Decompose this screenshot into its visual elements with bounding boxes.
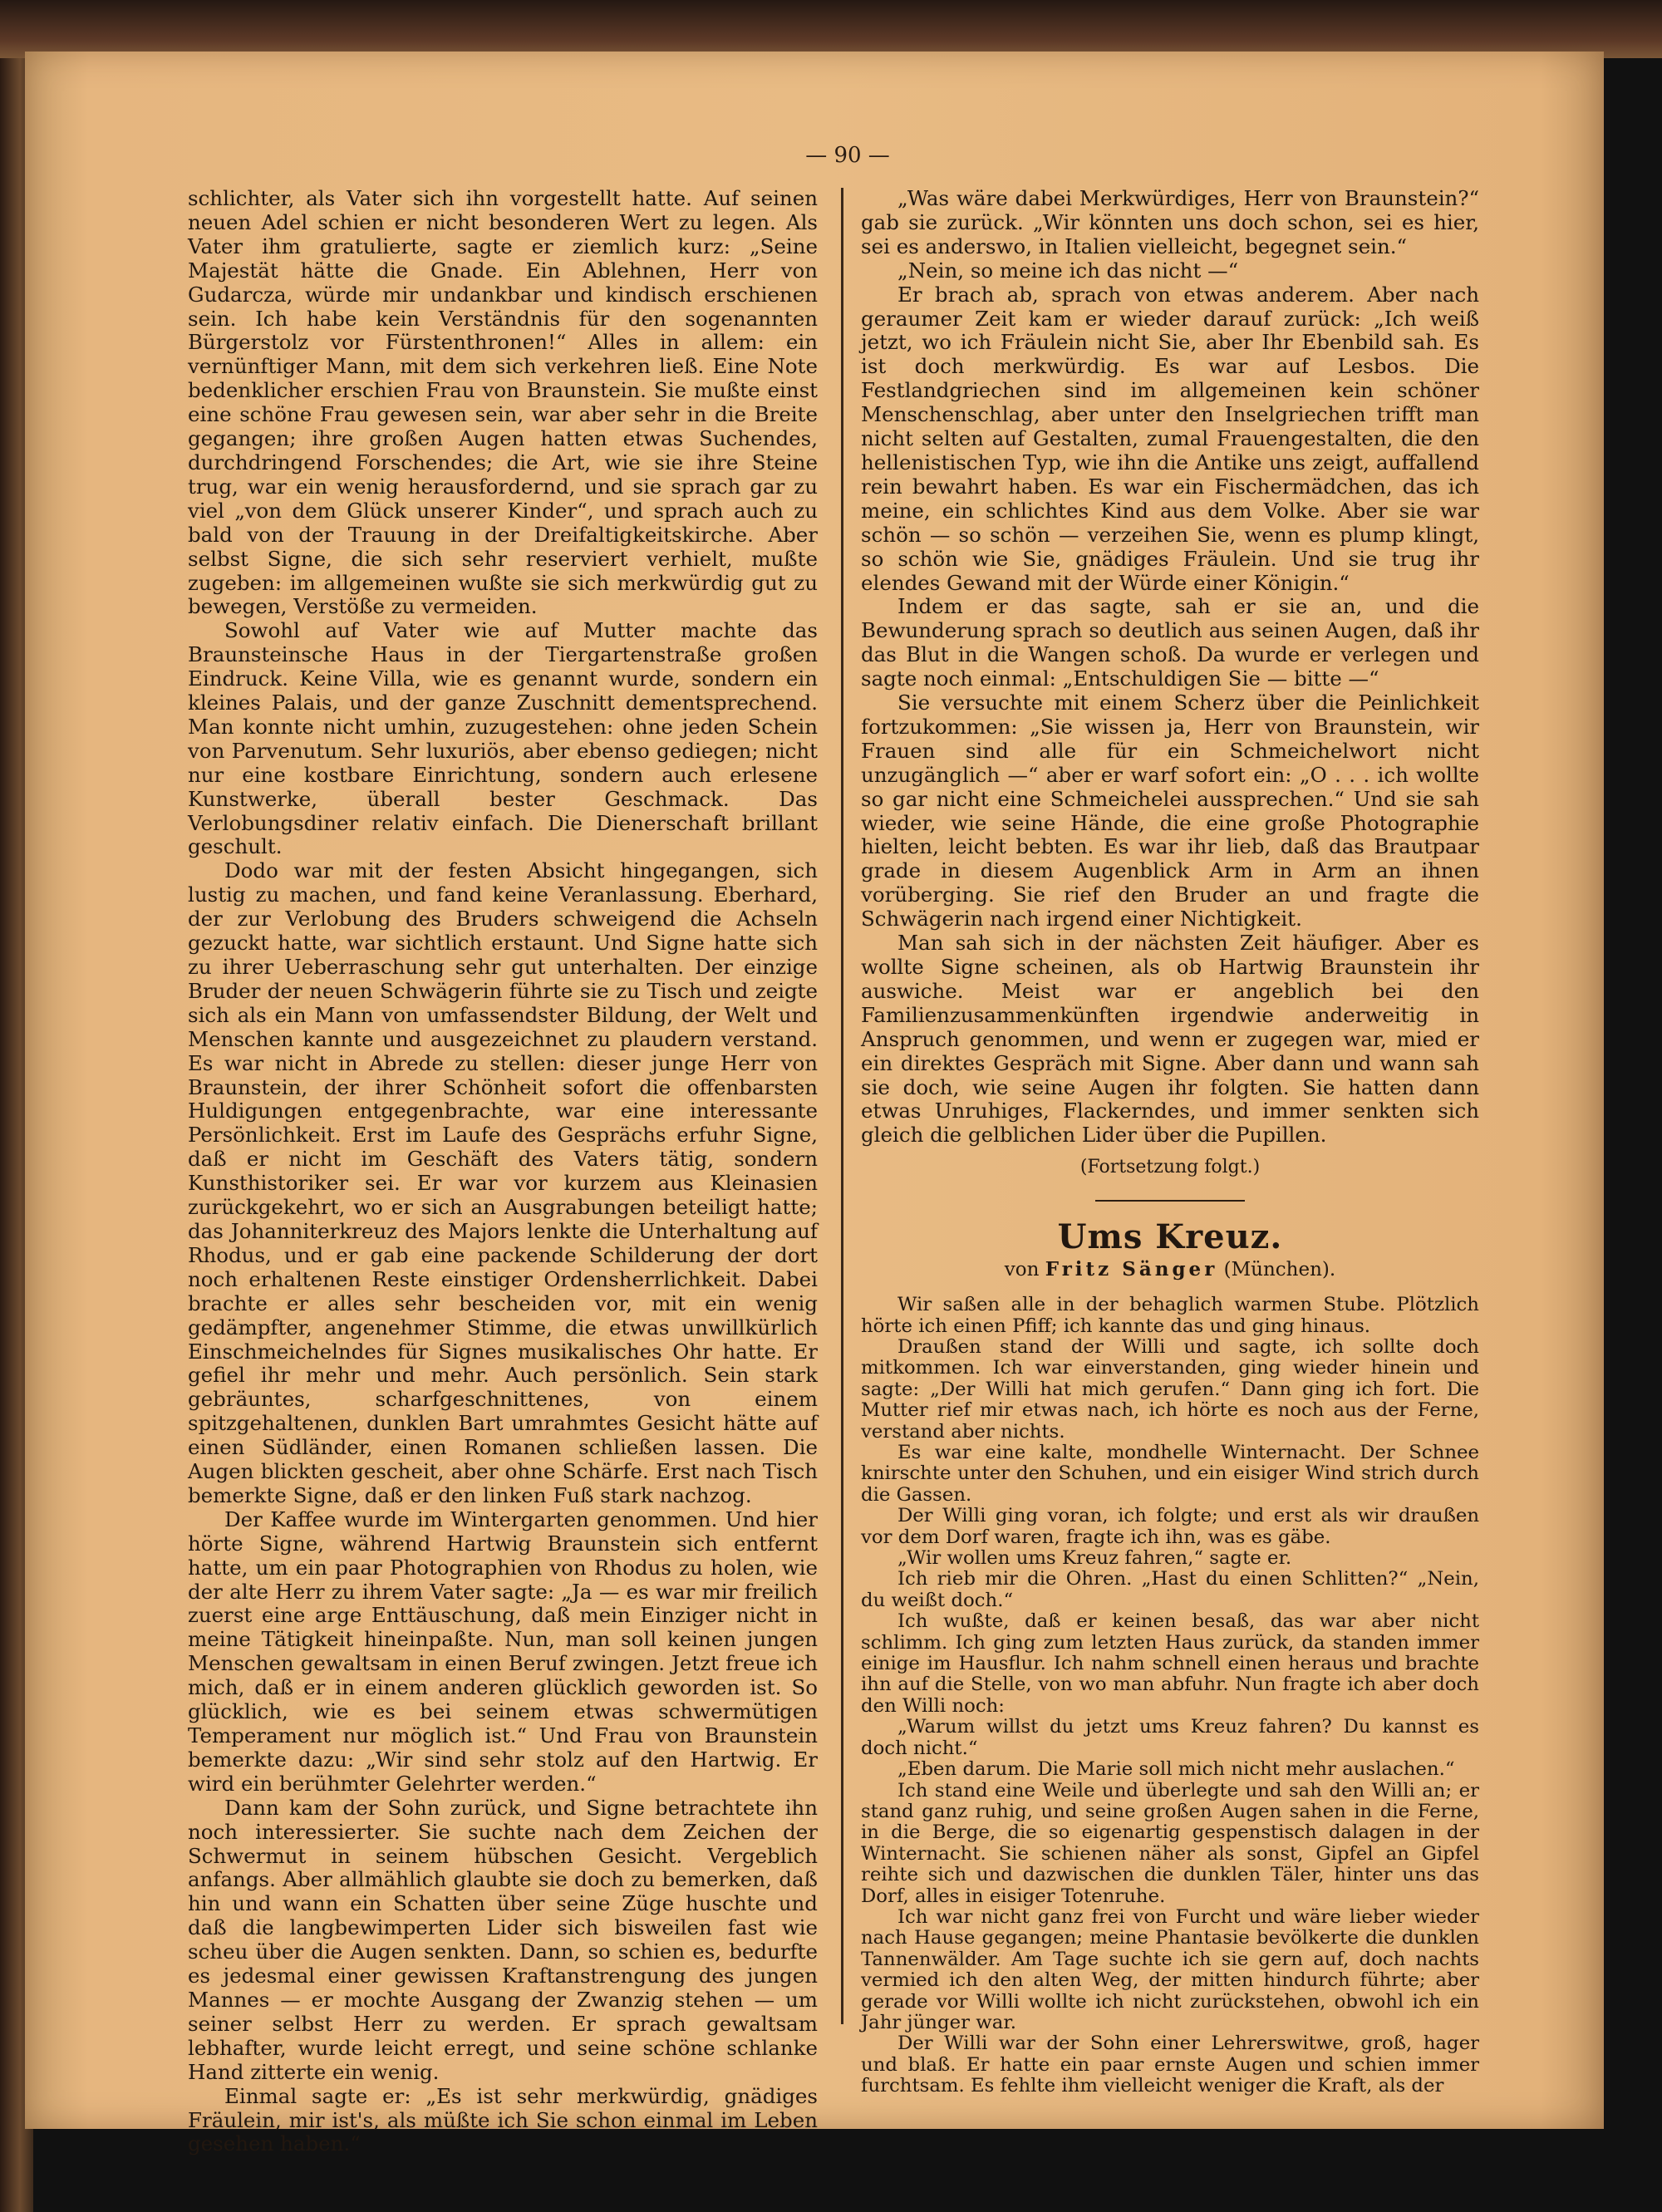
paragraph: Indem er das sagte, sah er sie an, und die Bewunderung sprach so deutlich aus seinen Augen, daß ihr das Blut in die Wangen schoß. Da wurde er verlegen und sagte noch einmal: „Entschuldigen Sie — bitte —“ [861,594,1479,691]
paragraph: Sowohl auf Vater wie auf Mutter machte das Braunsteinsche Haus in der Tiergartenstraße großen Eindruck. Keine Villa, wie es genannt wurde, sondern ein kleines Palais, und der ganze Zuschnitt dementsprechend. Man konnte nicht umhin, zuzugestehen: ohne jeden Schein von Parvenutum. Sehr luxuriös, aber ebenso gediegen; nicht nur eine kostbare Einrichtung, sondern auch erlesene Kunstwerke, überall bester Geschmack. Das Verlobungsdiner relativ einfach. Die Dienerschaft brillant geschult. [188,618,818,859]
paragraph: Wir saßen alle in der behaglich warmen Stube. Plötzlich hörte ich einen Pfiff; ich kannte das und ging hinaus. [861,1294,1479,1337]
story-title: Ums Kreuz. [1057,1217,1283,1257]
book-edge [0,0,1662,58]
paragraph: Ich rieb mir die Ohren. „Hast du einen Schlitten?“ „Nein, du weißt doch.“ [861,1568,1479,1611]
paragraph: Dodo war mit der festen Absicht hingegangen, sich lustig zu machen, und fand keine Veranlassung. Eberhard, der zur Verlobung des Bruders schweigend die Achseln gezuckt hatte, war sichtlich erstaunt. Und Signe hatte sich zu ihrer Ueberraschung sehr gut unterhalten. Der einzige Bruder der neuen Schwägerin führte sie zu Tisch und zeigte sich als ein Mann von umfassendster Bildung, der Welt und Menschen kannte und ausgezeichnet zu plaudern verstand. Es war nicht in Abrede zu stellen: dieser junge Herr von Braunstein, der ihrer Schönheit sofort die offenbarsten Huldigungen entgegenbrachte, war eine interessante Persönlichkeit. Erst im Laufe des Gesprächs erfuhr Signe, daß er nicht im Geschäft des Vaters tätig, sondern Kunsthistoriker sei. Er war vor kurzem aus Kleinasien zurückgekehrt, wo er sich an Ausgrabungen beteiligt hatte; das Johanniterkreuz des Majors lenkte die Unterhaltung auf Rhodus, und er gab eine packende Schilderung der dort noch erhaltenen Reste einstiger Ordensherrlichkeit. Dabei brachte er alles sehr bescheiden vor, mit ein wenig gedämpfter, angenehmer Stimme, die etwas unwillkürlich Einschmeichelndes für Signes musikalisches Ohr hatte. Er gefiel ihr mehr und mehr. Auch persönlich. Sein stark gebräuntes, scharfgeschnittenes, von einem spitzgehaltenen, dunklen Bart umrahmtes Gesicht hätte auf einen Südländer, einen Romanen schließen lassen. Die Augen blickten gescheit, aber ohne Schärfe. Erst nach Tisch bemerkte Signe, daß er den linken Fuß stark nachzog. [188,858,818,1507]
paragraph: Dann kam der Sohn zurück, und Signe betrachtete ihn noch interessierter. Sie suchte nach dem Zeichen der Schwermut in seinem hübschen Gesicht. Vergeblich anfangs. Aber allmählich glaubte sie doch zu bemerken, daß hin und wann ein Schatten über seine Züge huschte und daß die langbewimperten Lider sich bisweilen fast wie scheu über die Augen senkten. Dann, so schien es, bedurfte es jedesmal einer gewissen Kraftanstrengung des jungen Mannes — er mochte Ausgang der Zwanzig stehen — um seiner selbst Herr zu werden. Er sprach gewaltsam lebhafter, wurde leicht erregt, und seine schöne schlanke Hand zitterte ein wenig. [188,1795,818,2084]
author-location: (München). [1223,1259,1336,1281]
novel-continuation [861,187,1479,1148]
paragraph: „Eben darum. Die Marie soll mich nicht mehr auslachen.“ [897,1758,1455,1781]
paragraph: „Wir wollen ums Kreuz fahren,“ sagte er. [897,1547,1292,1570]
left-column [188,187,818,2156]
paragraph: Einmal sagte er: „Es ist sehr merkwürdig, gnädiges Fräulein, mir ist's, als müßte ich Sie schon einmal im Leben gesehen haben.“ [188,2083,818,2156]
column-divider [841,188,843,2024]
page-number: — 90 — [805,143,890,168]
story-separator [1095,1200,1245,1202]
paragraph: Der Kaffee wurde im Wintergarten genommen. Und hier hörte Signe, während Hartwig Braunstein sich entfernt hatte, um ein paar Photographien von Rhodus zu holen, wie der alte Herr zu ihrem Vater sagte: „Ja — es war mir freilich zuerst eine arge Enttäuschung, daß mein Einziger nicht in meine Tätigkeit hineinpaßte. Nun, man soll keinen jungen Menschen gewaltsam in einen Beruf zwingen. Jetzt freue ich mich, daß er in einem anderen glücklich geworden ist. So glücklich, wie es bei seinem etwas schwermütigen Temperament nur möglich ist.“ Und Frau von Braunstein bemerkte dazu: „Wir sind sehr stolz auf den Hartwig. Er wird ein berühmter Gelehrter werden.“ [188,1507,818,1796]
paragraph: Man sah sich in der nächsten Zeit häufiger. Aber es wollte Signe scheinen, als ob Hartwig Braunstein ihr auswiche. Meist war er angeblich bei den Familienzusammenkünften irgendwie anderweitig in Anspruch genommen, und wenn er zugegen war, mied er ein direktes Gespräch mit Signe. Aber dann und wann sah sie doch, wie seine Augen ihr folgten. Sie hatten dann etwas Unruhiges, Flackerndes, und immer senkten sich gleich die gelblichen Lider über die Pupillen. [861,931,1479,1148]
paragraph: Er brach ab, sprach von etwas anderem. Aber nach geraumer Zeit kam er wieder darauf zurück: „Ich weiß jetzt, wo ich Fräulein nicht Sie, aber Ihr Ebenbild sah. Es ist doch merkwürdig. Es war auf Lesbos. Die Festlandgriechen sind im allgemeinen kein schöner Menschenschlag, aber unter den Inselgriechen trifft man nicht selten auf Gestalten, zumal Frauengestalten, die den hellenistischen Typ, wie ihn die Antike uns zeigt, auffallend rein bewahrt haben. Es war ein Fischermädchen, das ich meine, ein schlichtes Kind aus dem Volke. Aber sie war schön — so schön — verzeihen Sie, wenn es plump klingt, so schön wie Sie, gnädiges Fräulein. Und sie trug ihr elendes Gewand mit der Würde einer Königin.“ [861,282,1479,595]
paragraph: Der Willi ging voran, ich folgte; und erst als wir draußen vor dem Dorf waren, fragte ich ihn, was es gäbe. [861,1505,1479,1548]
paragraph: Der Willi war der Sohn einer Lehrerswitwe, groß, hager und blaß. Er hatte ein paar ernste Augen und schien immer furchtsam. Es fehlte ihm vielleicht weniger die Kraft, als der [861,2033,1479,2097]
paragraph: Ich wußte, daß er keinen besaß, das war aber nicht schlimm. Ich ging zum letzten Haus zurück, da standen immer einige im Hausflur. Ich nahm schnell einen heraus und brachte ihn auf die Stelle, von wo man abfuhr. Nun fragte ich aber doch den Willi noch: [861,1610,1479,1717]
paragraph: schlichter, als Vater sich ihn vorgestellt hatte. Auf seinen neuen Adel schien er nicht besonderen Wert zu legen. Als Vater ihm gratulierte, sagte er ziemlich kurz: „Seine Majestät hätte die Gnade. Ein Ablehnen, Herr von Gudarcza, würde mir undankbar und kindisch erschienen sein. Ich habe kein Verständnis für den sogenannten Bürgerstolz vor Fürstenthronen!“ Alles in allem: ein vernünftiger Mann, mit dem sich verkehren ließ. Eine Note bedenklicher erschien Frau von Braunstein. Sie mußte einst eine schöne Frau gewesen sein, war aber sehr in die Breite gegangen; ihre großen Augen hatten etwas Suchendes, durchdringend Forschendes; die Art, wie sie ihre Steine trug, war ein wenig herausfordernd, und sie sprach gar zu viel „von dem Glück unserer Kinder“, und sprach auch zu bald von der Trauung in der Dreifaltigkeitskirche. Aber selbst Signe, die sich sehr reserviert verhielt, mußte zugeben: im allgemeinen wußte sie sich merkwürdig gut zu bewegen, Verstöße zu vermeiden. [188,186,818,619]
paragraph: „Was wäre dabei Merkwürdiges, Herr von Braunstein?“ gab sie zurück. „Wir könnten uns doch schon, sei es hier, sei es anderswo, in Italien vielleicht, begegnet sein.“ [861,186,1479,258]
continuation-note: (Fortsetzung folgt.) [1079,1157,1261,1178]
story-body [861,1295,1479,2096]
paragraph: „Nein, so meine ich das nicht —“ [897,258,1239,283]
byline-prefix: von [1004,1259,1040,1281]
paragraph: Es war eine kalte, mondhelle Winternacht. Der Schnee knirschte unter den Schuhen, und ein eisiger Wind strich durch die Gassen. [861,1442,1479,1506]
paragraph: Ich war nicht ganz frei von Furcht und wäre lieber wieder nach Hause gegangen; meine Phantasie bevölkerte die dunklen Tannenwälder. Am Tage suchte ich sie gern auf, doch nachts vermied ich den alten Weg, der mitten hindurch führte; aber gerade vor Willi wollte ich nicht zurückstehen, obwohl ich ein Jahr jünger war. [861,1905,1479,2033]
story-author: Fritz Sänger [1045,1258,1218,1281]
paragraph: Ich stand eine Weile und überlegte und sah den Willi an; er stand ganz ruhig, und seine großen Augen sahen in die Ferne, in die Berge, die so eigenartig gespenstisch dalagen in der Winternacht. Sie schienen näher als sonst, Gipfel an Gipfel reihte sich und dazwischen die dunklen Täler, hinter uns das Dorf, alles in eisiger Totenruhe. [861,1779,1479,1907]
paragraph: „Warum willst du jetzt ums Kreuz fahren? Du kannst es doch nicht.“ [861,1716,1479,1759]
right-column [861,187,1479,2097]
paragraph: Sie versuchte mit einem Scherz über die Peinlichkeit fortzukommen: „Sie wissen ja, Herr von Braunstein, wir Frauen sind alle für ein Schmeichelwort nicht unzugänglich —“ aber er warf sofort ein: „O . . . ich wollte so gar nicht eine Schmeichelei aussprechen.“ Und sie sah wieder, wie seine Hände, die eine große Photographie hielten, leicht bebten. Es war ihr lieb, daß das Brautpaar grade in diesem Augenblick Arm in Arm an ihnen vorüberging. Sie rief den Bruder an und fragte die Schwägerin nach irgend einer Nichtigkeit. [861,691,1479,931]
paragraph: Draußen stand der Willi und sagte, ich sollte doch mitkommen. Ich war einverstanden, ging wieder hinein und sagte: „Der Willi hat mich gerufen.“ Dann ging ich fort. Die Mutter rief mir etwas nach, ich hörte es noch aus der Ferne, verstand aber nichts. [861,1335,1479,1443]
story-byline [861,1256,1479,1283]
